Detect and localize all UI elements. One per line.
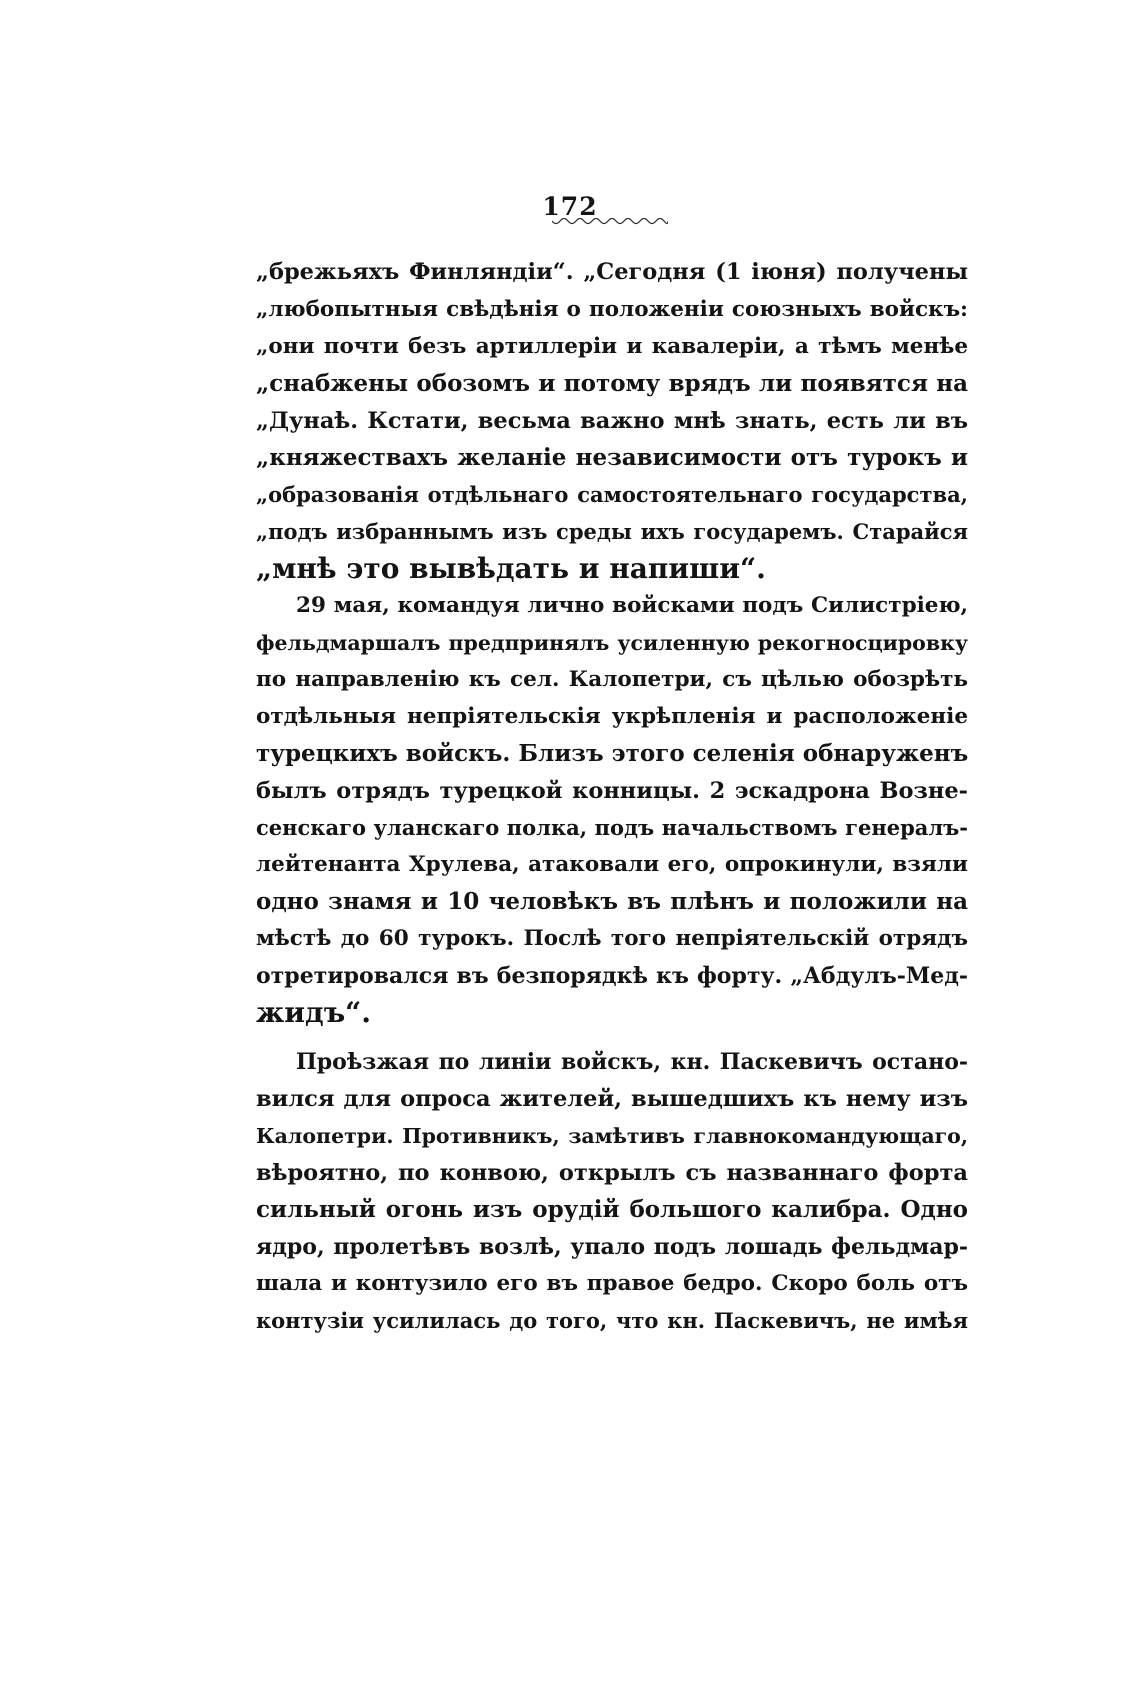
- text-line: „брежьяхъ Финляндіи“. „Сегодня (1 іюня) получены: [256, 259, 968, 285]
- text-line: лейтенанта Хрулева, атаковали его, опрокинули, взяли: [256, 852, 968, 877]
- text-line: мѣстѣ до 60 турокъ. Послѣ того непріятельскій отрядъ: [256, 926, 968, 951]
- text-line: вился для опроса жителей, вышедшихъ къ нему изъ: [256, 1086, 968, 1112]
- text-line: „образованія отдѣльнаго самостоятельнаго государства,: [256, 482, 968, 507]
- text-line: „мнѣ это вывѣдать и напиши“.: [256, 552, 766, 585]
- text-line: отретировался въ безпорядкѣ къ форту. „Абдулъ-Мед-: [256, 963, 968, 989]
- text-line: фельдмаршалъ предпринялъ усиленную рекогносцировку: [256, 631, 968, 655]
- text-line: „Дунаѣ. Кстати, весьма важно мнѣ знать, есть ли въ: [256, 408, 968, 434]
- text-line: ядро, пролетѣвъ возлѣ, упало подъ лошадь фельдмар-: [256, 1234, 968, 1260]
- text-line: вѣроятно, по конвою, открылъ съ названнаго форта: [256, 1160, 968, 1186]
- text-line: „любопытныя свѣдѣнія о положеніи союзныхъ войскъ:: [256, 297, 968, 322]
- text-line: шала и контузило его въ правое бедро. Скоро боль отъ: [256, 1271, 968, 1296]
- text-line: Калопетри. Противникъ, замѣтивъ главнокомандующаго,: [256, 1124, 968, 1148]
- paragraph-start-line: 29 мая, командуя лично войсками подъ Силистріею,: [296, 593, 968, 618]
- text-line: былъ отрядъ турецкой конницы. 2 эскадрона Возне-: [256, 778, 968, 804]
- text-line: турецкихъ войскъ. Близъ этого селенія обнаруженъ: [256, 740, 969, 767]
- paragraph-start-line: Проѣзжая по линіи войскъ, кн. Паскевичъ остано-: [296, 1049, 968, 1075]
- text-line: по направленію къ сел. Калопетри, съ цѣлью обозрѣть: [256, 667, 968, 692]
- page-number: 172: [542, 192, 598, 221]
- text-line: сенскаго уланскаго полка, подъ начальствомъ генералъ-: [256, 815, 968, 840]
- text-line: „княжествахъ желаніе независимости отъ турокъ и: [256, 444, 968, 471]
- page-number-ornament: [552, 218, 668, 228]
- text-line: отдѣльныя непріятельскія укрѣпленія и расположеніе: [256, 704, 968, 729]
- text-line: одно знамя и 10 человѣкъ въ плѣнъ и положили на: [256, 888, 968, 915]
- text-line: „снабжены обозомъ и потому врядъ ли появятся на: [256, 370, 968, 397]
- text-line: контузіи усилилась до того, что кн. Паскевичъ, не имѣя: [256, 1308, 968, 1333]
- text-line: „подъ избраннымъ изъ среды ихъ государемъ. Старайся: [256, 519, 968, 544]
- text-line: сильный огонь изъ орудій большого калибра. Одно: [256, 1196, 968, 1223]
- text-line: жидъ“.: [256, 996, 372, 1029]
- text-line: „они почти безъ артиллеріи и кавалеріи, а тѣмъ менѣе: [256, 334, 968, 359]
